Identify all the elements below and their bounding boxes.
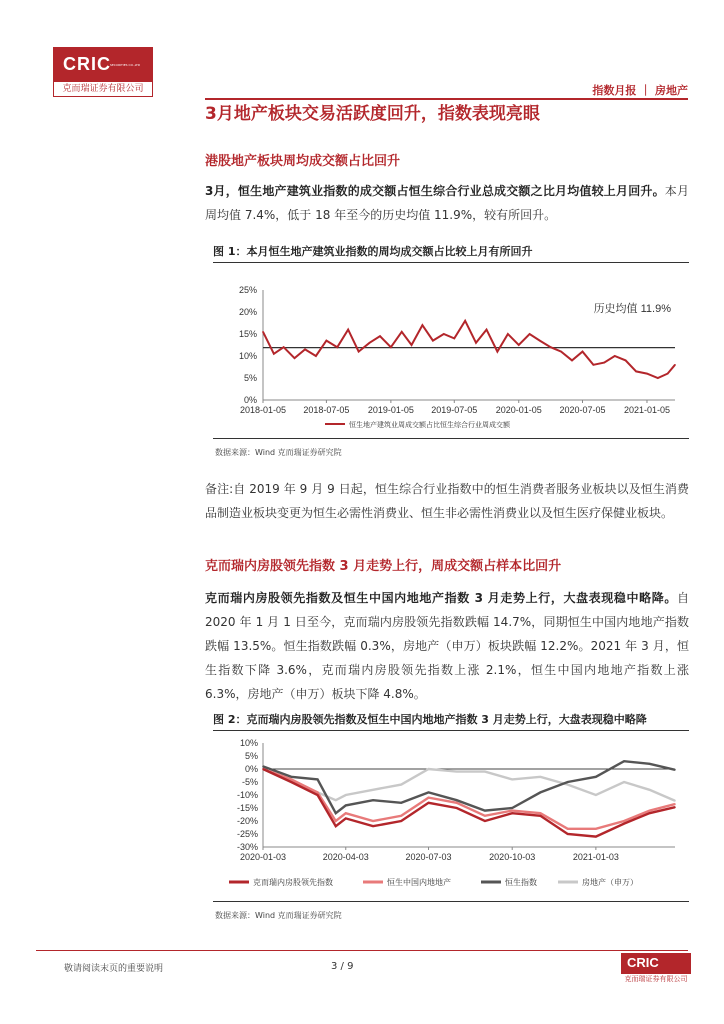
data-point (674, 769, 676, 771)
data-point (511, 807, 513, 809)
data-point (674, 364, 676, 366)
x-tick-label: 2018-01-05 (239, 405, 287, 415)
data-point (486, 329, 488, 331)
page-title: 3月地产板块交易活跃度回升，指数表现亮眼 (205, 104, 540, 124)
data-point (649, 763, 651, 765)
y-tick-label: 0% (244, 764, 258, 774)
data-point (400, 784, 402, 786)
section-1-paragraph-body: 本月周均值 7.4%，低于 18 年至今的历史均值 11.9%，较有所回升。 (205, 184, 689, 222)
y-tick-label: -25% (236, 829, 258, 839)
x-tick-label: 2021-01-05 (623, 405, 670, 415)
data-point (372, 789, 374, 791)
data-point (511, 779, 513, 781)
data-point (567, 833, 569, 835)
data-point (400, 802, 402, 804)
data-point (304, 349, 306, 351)
data-point (372, 820, 374, 822)
legend-label: 恒生中国内地地产 (387, 878, 451, 887)
data-point (475, 342, 477, 344)
y-tick-label: 10% (239, 738, 258, 748)
report-category: 指数月报 ｜ 房地产 (592, 84, 688, 97)
data-point (283, 346, 285, 348)
data-point (317, 779, 319, 781)
y-tick-label: -20% (236, 816, 258, 826)
data-point (511, 810, 513, 812)
data-point (595, 794, 597, 796)
data-point (623, 760, 625, 762)
data-point (290, 781, 292, 783)
data-point (428, 768, 430, 770)
figure-1-title: 图 1：本月恒生地产建筑业指数的周均成交额占比较上月有所回升 (213, 243, 689, 263)
data-point (582, 351, 584, 353)
data-point (529, 333, 531, 335)
figure-1-chart (213, 270, 689, 440)
data-point (484, 771, 486, 773)
x-tick-label: 2020-10-03 (489, 852, 536, 862)
data-point (428, 797, 430, 799)
section-1-paragraph-lead: 3月，恒生地产建筑业指数的成交额占恒生综合行业总成交额之比月均值较上月回升。 (205, 184, 665, 198)
data-point (369, 342, 371, 344)
data-point (464, 320, 466, 322)
data-point (347, 329, 349, 331)
cric-logo (53, 47, 153, 97)
data-point (657, 377, 659, 379)
data-point (358, 351, 360, 353)
data-point (290, 776, 292, 778)
data-point (674, 806, 676, 808)
data-point (674, 800, 676, 802)
series-line (263, 321, 675, 378)
x-tick-label: 2020-04-03 (322, 852, 369, 862)
series-line (263, 769, 675, 829)
data-point (539, 340, 541, 342)
data-point (443, 333, 445, 335)
legend-label: 房地产（申万） (582, 878, 638, 887)
footer-disclaimer: 敬请阅读末页的重要说明 (64, 964, 164, 974)
data-point (623, 820, 625, 822)
data-point (379, 335, 381, 337)
data-point (595, 836, 597, 838)
x-tick-label: 2018-07-05 (303, 405, 350, 415)
data-point (390, 346, 392, 348)
data-point (372, 799, 374, 801)
data-point (625, 360, 627, 362)
data-point (456, 807, 458, 809)
data-point (507, 333, 509, 335)
data-point (315, 355, 317, 357)
logo-company-name: 克而瑞证券有限公司 (54, 82, 152, 96)
data-point (603, 362, 605, 364)
data-point (422, 324, 424, 326)
section-2-paragraph-lead: 克而瑞内房股领先指数及恒生中国内地地产指数 3 月走势上行，大盘表现稳中略降。 (205, 591, 677, 605)
data-point (317, 794, 319, 796)
data-point (593, 364, 595, 366)
data-point (667, 373, 669, 375)
logo-subtitle: SECURITIES CO.,LTD (110, 63, 141, 67)
series-line (263, 769, 675, 801)
data-point (623, 823, 625, 825)
y-tick-label: 5% (243, 373, 257, 383)
footer-divider (36, 950, 688, 951)
data-point (335, 799, 337, 801)
data-point (497, 351, 499, 353)
data-point (335, 812, 337, 814)
legend-label: 恒生地产建筑业周成交额占比恒生综合行业周成交额 (349, 422, 510, 429)
data-point (345, 794, 347, 796)
data-point (550, 346, 552, 348)
data-point (649, 812, 651, 814)
data-point (262, 766, 264, 768)
data-point (567, 781, 569, 783)
figure-2-source: 数据来源：Wind 克而瑞证券研究院 (215, 911, 342, 920)
data-point (567, 784, 569, 786)
data-point (294, 357, 296, 359)
y-tick-label: 0% (243, 395, 257, 405)
data-point (335, 825, 337, 827)
y-tick-label: 10% (238, 351, 257, 361)
data-point (326, 340, 328, 342)
data-point (484, 810, 486, 812)
y-tick-label: 20% (238, 307, 257, 317)
data-point (571, 360, 573, 362)
data-point (262, 331, 264, 333)
figure-2-chart (213, 735, 689, 900)
data-point (336, 346, 338, 348)
x-tick-label: 2019-07-05 (431, 405, 478, 415)
footer-logo-company-name: 克而瑞证券有限公司 (621, 974, 691, 985)
y-tick-label: -15% (236, 803, 258, 813)
section-1-paragraph (205, 179, 689, 227)
data-point (560, 351, 562, 353)
data-point (335, 820, 337, 822)
data-point (400, 820, 402, 822)
data-point (345, 805, 347, 807)
x-tick-label: 2020-01-05 (495, 405, 542, 415)
data-point (456, 802, 458, 804)
data-point (540, 776, 542, 778)
y-tick-label: 25% (238, 285, 257, 295)
data-point (345, 818, 347, 820)
data-point (623, 781, 625, 783)
header-divider (205, 98, 688, 100)
data-point (595, 828, 597, 830)
figure-1-bottom-rule (213, 438, 689, 439)
y-tick-label: -30% (236, 842, 258, 852)
x-tick-label: 2019-01-05 (367, 405, 414, 415)
y-tick-label: 5% (244, 751, 258, 761)
data-point (635, 371, 637, 373)
y-tick-label: -10% (236, 790, 258, 800)
section-heading-2: 克而瑞内房股领先指数 3 月走势上行，周成交额占样本比回升 (205, 559, 562, 574)
data-point (484, 820, 486, 822)
note-paragraph: 备注:自 2019 年 9 月 9 日起，恒生综合行业指数中的恒生消费者服务业板块以及恒生消费品制造业板块变更为恒生必需性消费业、恒生非必需性消费业以及恒生医疗保健业板块。 (205, 482, 689, 520)
section-2-paragraph (205, 586, 689, 706)
data-point (614, 355, 616, 357)
data-point (428, 802, 430, 804)
legend-label: 恒生指数 (505, 878, 537, 887)
data-point (540, 812, 542, 814)
data-point (345, 812, 347, 814)
historical-average-annotation: 历史均值 11.9% (593, 303, 671, 315)
data-point (273, 353, 275, 355)
section-heading-1: 港股地产板块周均成交额占比回升 (205, 154, 401, 169)
figure-2-title: 图 2：克而瑞内房股领先指数及恒生中国内地地产指数 3 月走势上行，大盘表现稳中略降 (213, 711, 689, 731)
figure-2-bottom-rule (213, 901, 689, 902)
data-point (456, 771, 458, 773)
data-point (432, 340, 434, 342)
x-tick-label: 2020-07-03 (405, 852, 452, 862)
logo-brand: CRIC (63, 54, 111, 74)
y-tick-label: 15% (238, 329, 257, 339)
legend-label: 克而瑞内房股领先指数 (253, 878, 333, 887)
data-point (428, 792, 430, 794)
section-2-paragraph-body: 自 2020 年 1 月 1 日至今，克而瑞内房股领先指数跌幅 14.7%，同期恒生中国内地地产指数跌幅 13.5%。恒生指数跌幅 0.3%，房地产（申万）板块跌幅 12.2%。2021 年 3 月，恒生指数下降 3.6%，克而瑞内房股领先指数上涨 2.1%，恒生中国内地地产指数上涨 6.3%，房地产（申万）板块下降 4.8%。 (205, 591, 689, 701)
data-point (674, 803, 676, 805)
data-point (649, 810, 651, 812)
data-point (484, 815, 486, 817)
data-point (511, 812, 513, 814)
y-tick-label: -5% (241, 777, 258, 787)
data-point (317, 792, 319, 794)
footer-logo (621, 953, 691, 985)
data-point (290, 779, 292, 781)
data-point (400, 815, 402, 817)
data-point (456, 799, 458, 801)
data-point (411, 344, 413, 346)
data-point (595, 776, 597, 778)
data-point (649, 789, 651, 791)
figure-1-source: 数据来源：Wind 克而瑞证券研究院 (215, 448, 342, 457)
x-tick-label: 2021-01-03 (572, 852, 619, 862)
footer-logo-brand: CRIC (627, 955, 659, 970)
data-point (401, 331, 403, 333)
data-point (646, 373, 648, 375)
page-number: 3 / 9 (331, 961, 354, 972)
data-point (540, 792, 542, 794)
x-tick-label: 2020-01-03 (239, 852, 287, 862)
data-point (453, 338, 455, 340)
data-point (567, 828, 569, 830)
x-tick-label: 2020-07-05 (559, 405, 606, 415)
data-point (540, 815, 542, 817)
data-point (262, 768, 264, 770)
data-point (372, 825, 374, 827)
data-point (518, 344, 520, 346)
